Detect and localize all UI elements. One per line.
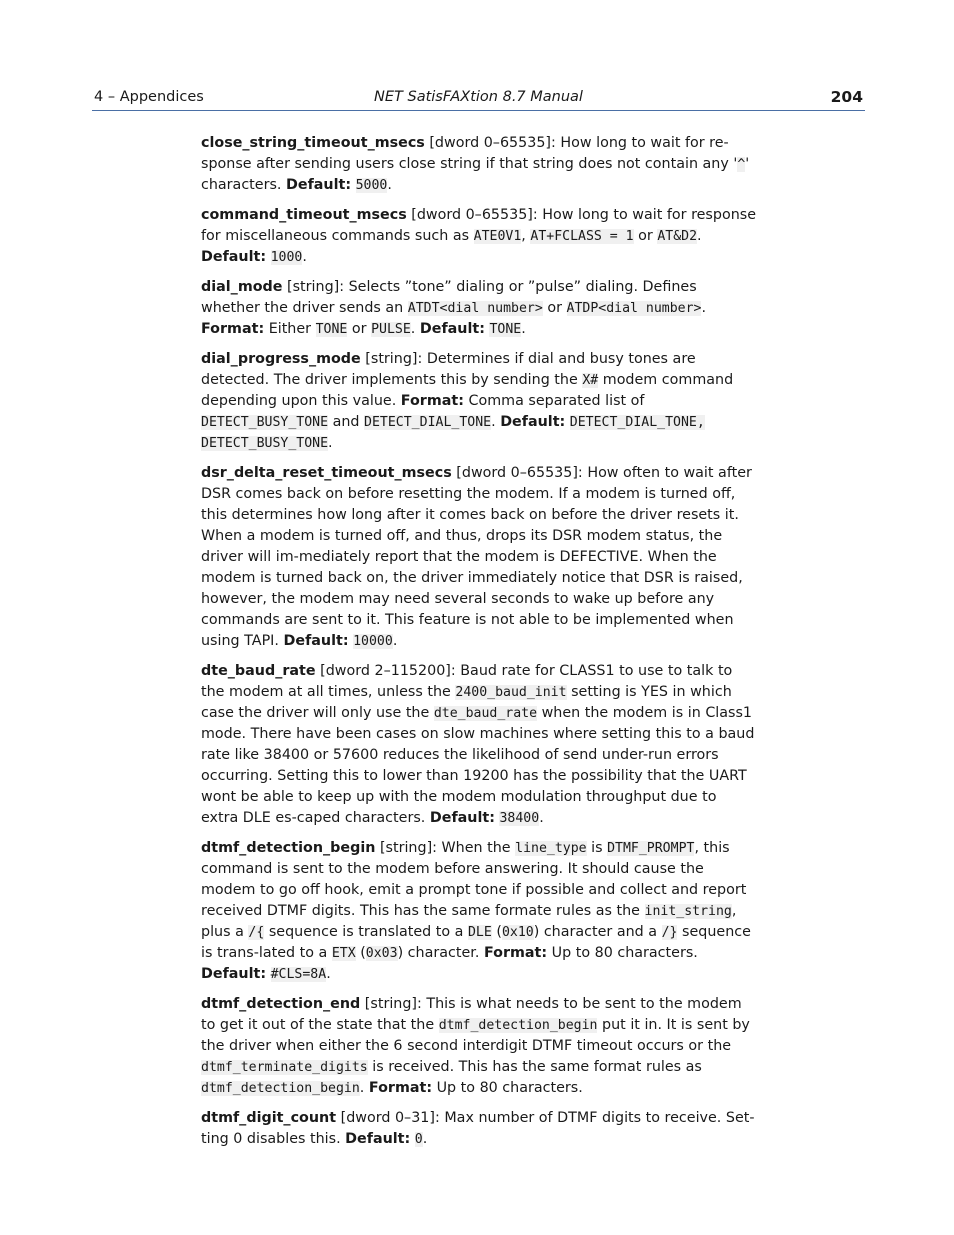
default-label: Default: [429, 810, 495, 826]
default-label: Default: [283, 633, 349, 649]
setting-name: dial_progress_mode [201, 351, 361, 367]
default-value: 38400 [499, 811, 540, 826]
setting-dial-mode: dial_mode [string]: Selects ”tone” dialing or ”pulse” dialing. Defines whether the driver sends an ATDT<dial number> or ATDP<dial number>. Format: Either TONE or PULSE. Default: TONE. [201, 279, 707, 337]
code-literal: ATDP<dial number> [566, 301, 702, 316]
code-literal: 0x03 [365, 946, 398, 961]
settings-list [201, 133, 757, 1159]
page-header [92, 88, 865, 111]
setting-name: close_string_timeout_msecs [201, 135, 425, 151]
code-literal: DETECT_BUSY_TONE [201, 415, 329, 430]
format-label: Format: [201, 321, 265, 337]
default-label: Default: [201, 249, 267, 265]
code-literal: init_string [644, 904, 732, 919]
setting-dsr-delta-reset-timeout-msecs: dsr_delta_reset_timeout_msecs [dword 0–65535]: How often to wait after DSR comes back on before resetting the modem. If a modem is turned off, this determines how long after it comes back on before the driver resets it. When a modem is turned off, and thus, drops its DSR modem status, the driver will im-mediately report that the modem is DEFECTIVE. When the modem is turned back on, the driver immediately notice that DSR is raised, however, the modem may need several seconds to wake up before any commands are sent to it. This feature is not able to be implemented when using TAPI. Default: 10000. [201, 465, 752, 649]
format-label: Format: [400, 393, 464, 409]
default-value: 5000 [355, 178, 388, 193]
setting-dte-baud-rate: dte_baud_rate [dword 2–115200]: Baud rate for CLASS1 to use to talk to the modem at all times, unless the 2400_baud_init setting is YES in which case the driver will only use the dte_baud_rate when the modem is in Class1 mode. There have been cases on slow machines where setting this to a baud rate like 38400 or 57600 reduces the likelihood of send under-run errors occurring. Setting this to lower than 19200 has the possibility that the UART wont be able to keep up with the modem modulation throughput due to extra DLE es-caped characters. Default: 38400. [201, 663, 755, 826]
manual-title: NET SatisFAXtion 8.7 Manual [374, 89, 583, 105]
code-literal: 2400_baud_init [455, 685, 567, 700]
default-label: Default: [345, 1131, 411, 1147]
setting-name: dtmf_digit_count [201, 1110, 337, 1126]
section-label: 4 – Appendices [94, 89, 204, 105]
code-literal: line_type [515, 841, 587, 856]
code-literal: dtmf_terminate_digits [201, 1060, 368, 1075]
code-literal: ^ [737, 157, 746, 172]
default-value: DETECT_DIAL_TONE, DETECT_BUSY_TONE [201, 415, 705, 451]
setting-name: dsr_delta_reset_timeout_msecs [201, 465, 452, 481]
code-literal: DLE [467, 925, 492, 940]
setting-name: dial_mode [201, 279, 283, 295]
code-literal: ETX [331, 946, 356, 961]
setting-name: dte_baud_rate [201, 663, 316, 679]
default-label: Default: [500, 414, 566, 430]
code-literal: dtmf_detection_begin [438, 1018, 598, 1033]
code-literal: /} [661, 925, 678, 940]
code-literal: dte_baud_rate [433, 706, 538, 721]
default-label: Default: [201, 966, 267, 982]
code-literal: X# [582, 373, 599, 388]
setting-name: dtmf_detection_begin [201, 840, 376, 856]
code-literal: AT+FCLASS = 1 [530, 229, 634, 244]
format-label: Format: [483, 945, 548, 961]
default-value: 1000 [270, 250, 303, 265]
setting-name: dtmf_detection_end [201, 996, 361, 1012]
default-label: Default: [286, 177, 352, 193]
code-literal: /{ [248, 925, 265, 940]
code-literal: PULSE [371, 322, 411, 337]
default-value: #CLS=8A [270, 967, 327, 982]
default-value: TONE [489, 322, 522, 337]
code-literal: DETECT_DIAL_TONE [364, 415, 492, 430]
format-label: Format: [368, 1080, 433, 1096]
code-literal: DTMF_PROMPT [607, 841, 695, 856]
setting-close-string-timeout-msecs: close_string_timeout_msecs [dword 0–65535]: How long to wait for re-sponse after sending users close string if that string does not contain any '^' characters. Default: 5000. [201, 135, 750, 193]
setting-dtmf-detection-end: dtmf_detection_end [string]: This is what needs to be sent to the modem to get it out of the state that the dtmf_detection_begin put it in. It is sent by the driver when either the 6 second interdigit DTMF timeout occurs or the dtmf_terminate_digits is received. This has the same format rules as dtmf_detection_begin. Format: Up to 80 characters. [201, 996, 750, 1096]
setting-command-timeout-msecs: command_timeout_msecs [dword 0–65535]: How long to wait for response for miscellaneous commands such as ATE0V1, AT+FCLASS = 1 or AT&D2. Default: 1000. [201, 207, 757, 265]
code-literal: 0x10 [501, 925, 534, 940]
code-literal: TONE [315, 322, 348, 337]
default-value: 0 [414, 1132, 423, 1147]
setting-name: command_timeout_msecs [201, 207, 407, 223]
default-label: Default: [419, 321, 485, 337]
code-literal: AT&D2 [657, 229, 698, 244]
default-value: 10000 [353, 634, 393, 649]
setting-dtmf-digit-count: dtmf_digit_count [dword 0–31]: Max number of DTMF digits to receive. Set-ting 0 disables this. Default: 0. [201, 1110, 755, 1147]
code-literal: dtmf_detection_begin [201, 1081, 360, 1096]
setting-dtmf-detection-begin: dtmf_detection_begin [string]: When the line_type is DTMF_PROMPT, this command is sent to the modem before answering. It should cause the modem to go off hook, emit a prompt tone if possible and collect and report received DTMF digits. This has the same formate rules as the init_string, plus a /{ sequence is translated to a DLE (0x10) character and a /} sequence is trans-lated to a ETX (0x03) character. Format: Up to 80 characters. Default: #CLS=8A. [201, 840, 751, 982]
page-number: 204 [830, 88, 863, 106]
code-literal: ATE0V1 [473, 229, 522, 244]
code-literal: ATDT<dial number> [407, 301, 543, 316]
setting-dial-progress-mode: dial_progress_mode [string]: Determines if dial and busy tones are detected. The driver implements this by sending the X# modem command depending upon this value. Format: Comma separated list of DETECT_BUSY_TONE and DETECT_DIAL_TONE. Default: DETECT_DIAL_TONE, DETECT_BUSY_TONE. [201, 351, 734, 451]
